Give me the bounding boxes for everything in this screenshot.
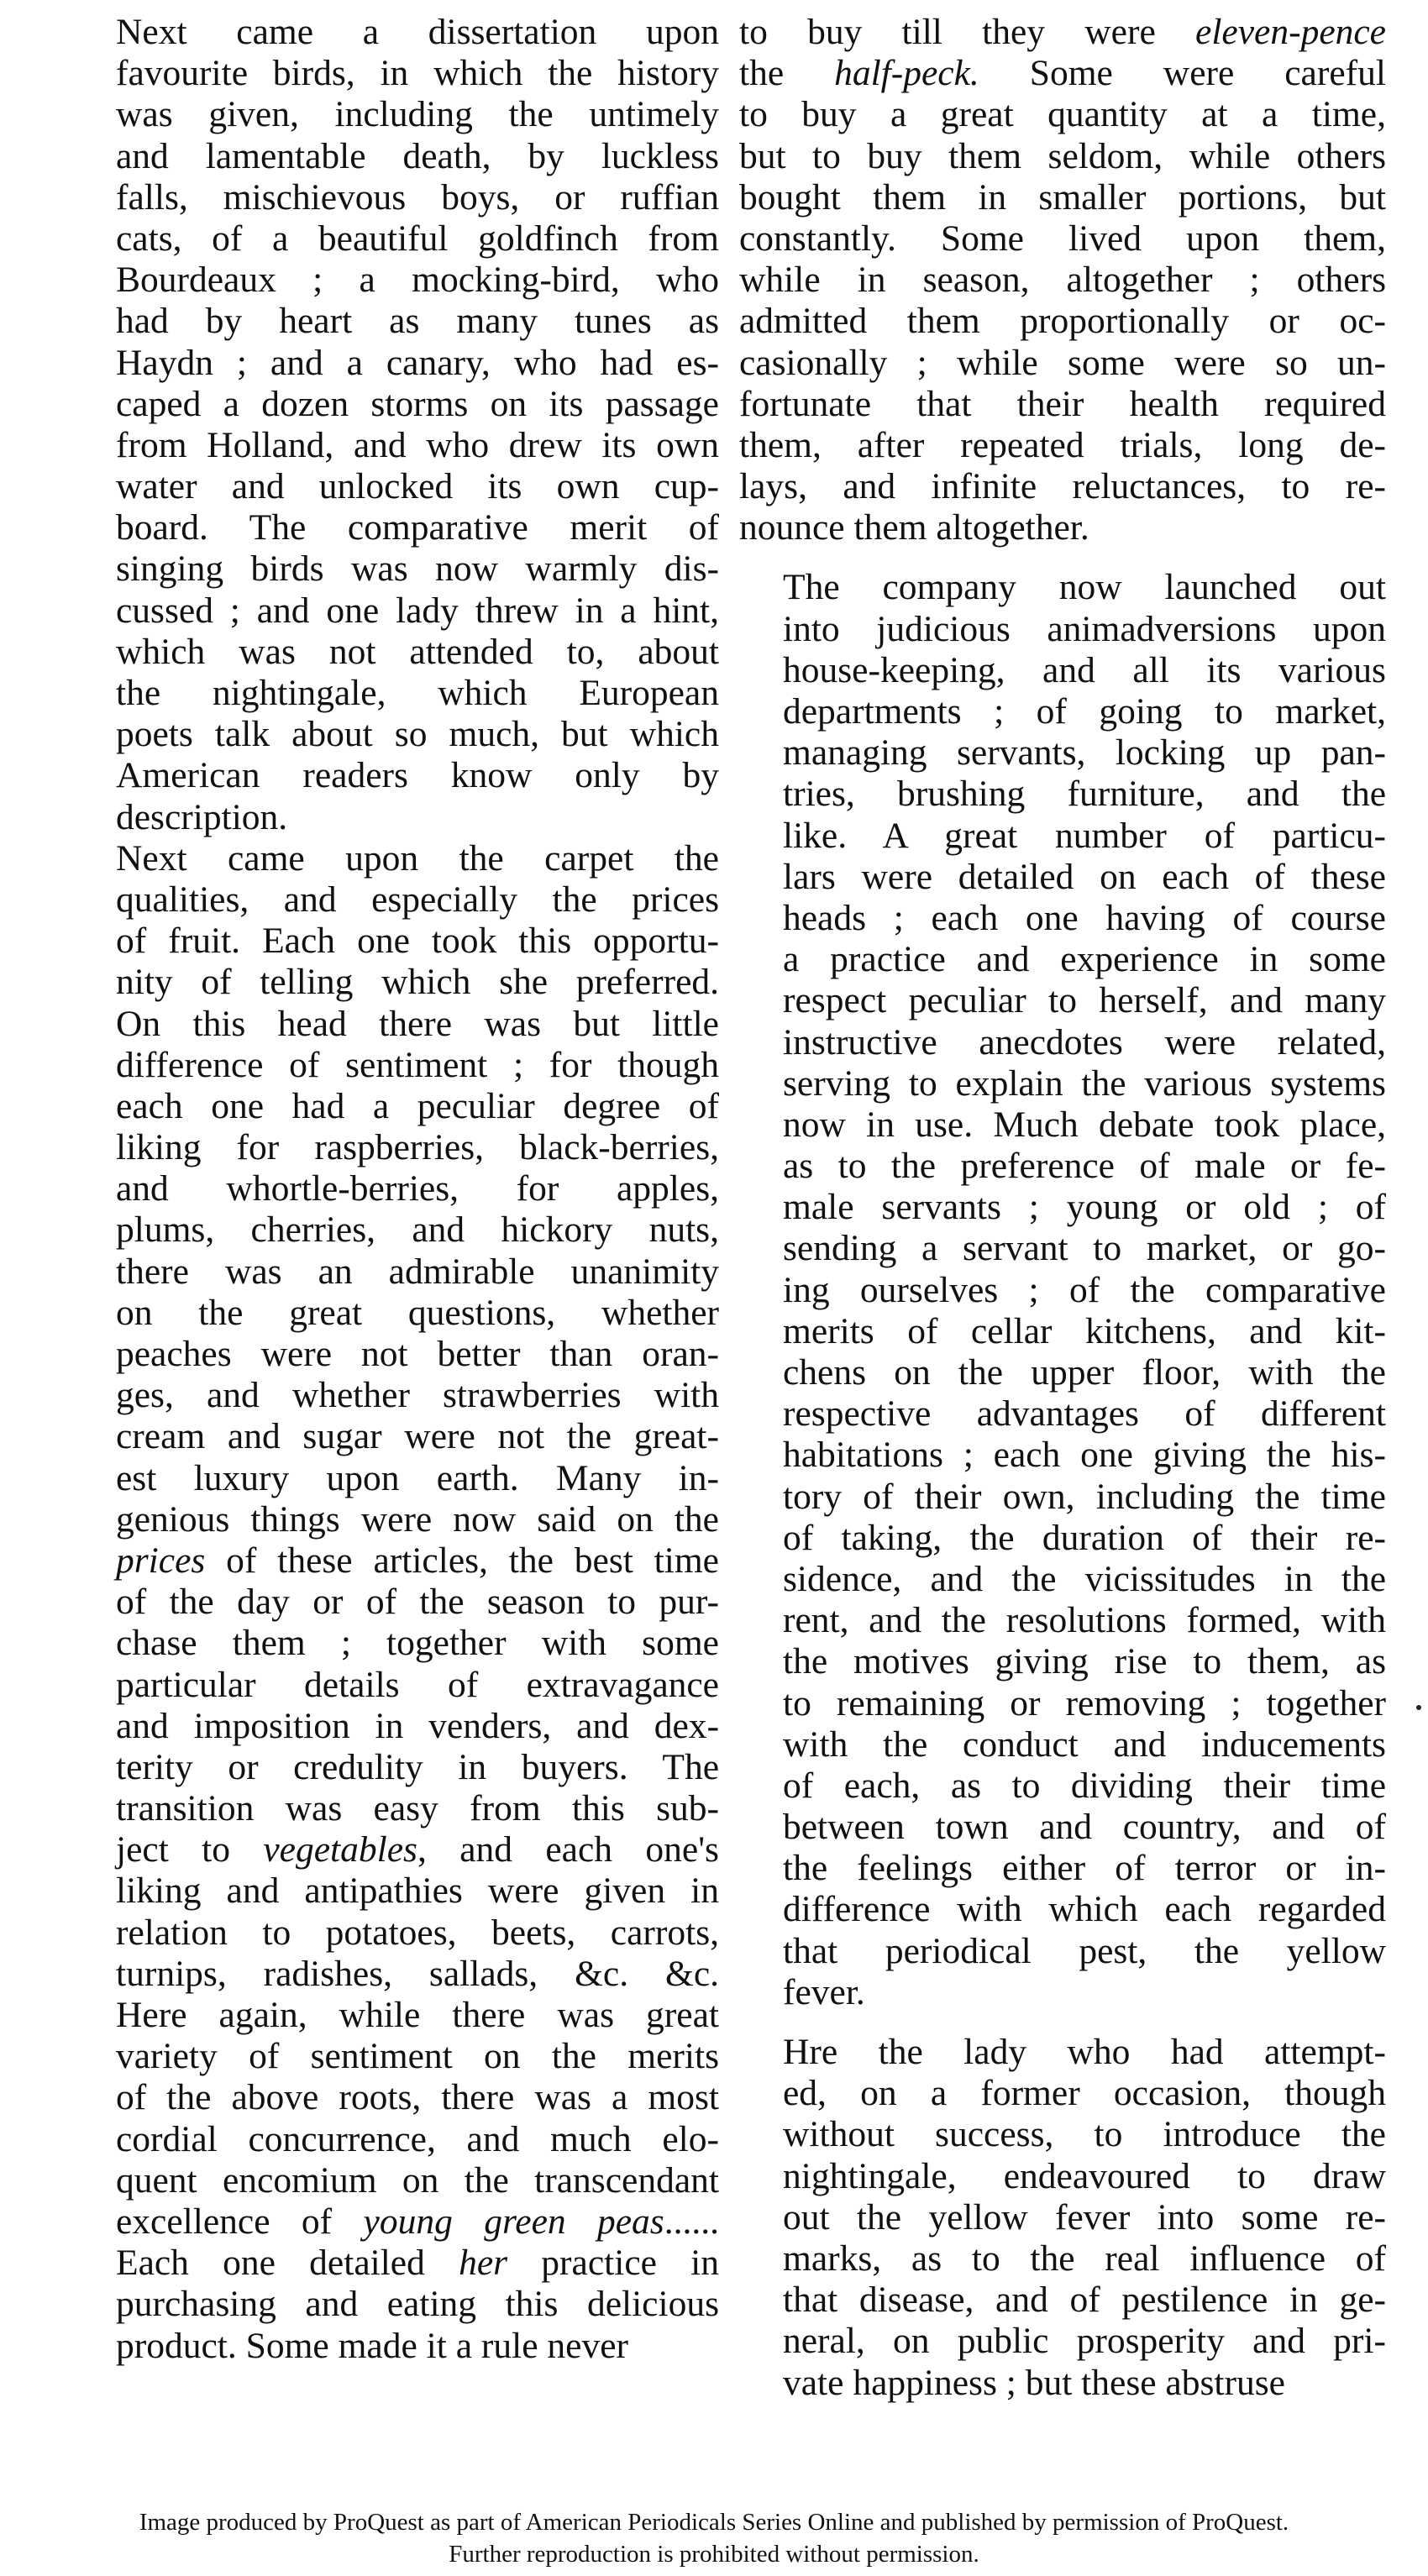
- text-line: which was not attended to, about: [116, 631, 719, 672]
- text-line: casionally ; while some were so un-: [739, 342, 1386, 383]
- footer-line-2: Further reproduction is prohibited without permission.: [449, 2541, 979, 2568]
- text-line: managing servants, locking up pan-: [783, 732, 1386, 774]
- text-line: excellence of young green peas......: [116, 2201, 719, 2242]
- italic-text: her: [459, 2243, 508, 2284]
- italic-text: prices: [116, 1540, 206, 1581]
- text-line: between town and country, and of: [783, 1807, 1386, 1848]
- text-line: admitted them proportionally or oc-: [739, 301, 1386, 342]
- text-line: difference with which each regarded: [783, 1889, 1386, 1930]
- footer-line-1: Image produced by ProQuest as part of American Periodicals Series Online and published by permission of ProQuest.: [139, 2509, 1289, 2536]
- italic-text: young green peas: [363, 2201, 664, 2242]
- text-line: of each, as to dividing their time: [783, 1765, 1386, 1806]
- text-line: transition was easy from this sub-: [116, 1788, 719, 1829]
- text-line: cordial concurrence, and much elo-: [116, 2118, 719, 2159]
- text-line: liking for raspberries, black-berries,: [116, 1127, 719, 1168]
- text-line: from Holland, and who drew its own: [116, 424, 719, 465]
- text-line: like. A great number of particu-: [783, 815, 1386, 856]
- text-line: singing birds was now warmly dis-: [116, 548, 719, 590]
- text-line: ject to vegetables, and each one's: [116, 1829, 719, 1870]
- text-line: had by heart as many tunes as: [116, 301, 719, 342]
- text-line: departments ; of going to market,: [783, 691, 1386, 732]
- text-line: nity of telling which she preferred.: [116, 962, 719, 1003]
- text-line: peaches were not better than oran-: [116, 1334, 719, 1374]
- text-line: lays, and infinite reluctances, to re-: [739, 466, 1386, 507]
- text-line: nightingale, endeavoured to draw: [783, 2155, 1386, 2196]
- text-line: into judicious animadversions upon: [783, 608, 1386, 649]
- text-line: tries, brushing furniture, and the: [783, 774, 1386, 815]
- text-line: fortunate that their health required: [739, 383, 1386, 424]
- text-line: the nightingale, which European: [116, 673, 719, 713]
- italic-text: vegetables: [263, 1829, 417, 1870]
- text-line: respective advantages of different: [783, 1393, 1386, 1435]
- paragraph: [739, 12, 1386, 548]
- text-line: heads ; each one having of course: [783, 897, 1386, 938]
- text-line: relation to potatoes, beets, carrots,: [116, 1912, 719, 1953]
- text-line: the feelings either of terror or in-: [783, 1848, 1386, 1889]
- text-line: instructive anecdotes were related,: [783, 1021, 1386, 1062]
- text-line: plums, cherries, and hickory nuts,: [116, 1209, 719, 1251]
- text-line: respect peculiar to herself, and many: [783, 980, 1386, 1021]
- text-line: terity or credulity in buyers. The: [116, 1746, 719, 1787]
- paragraph: [72, 838, 719, 2367]
- text-line: sending a servant to market, or go-: [783, 1228, 1386, 1269]
- text-line: Haydn ; and a canary, who had es-: [116, 342, 719, 383]
- text-line: constantly. Some lived upon them,: [739, 218, 1386, 259]
- text-line: with the conduct and inducements: [783, 1723, 1386, 1765]
- text-line: the motives giving rise to them, as: [783, 1641, 1386, 1682]
- scan-speck: [1416, 1705, 1421, 1710]
- text-line: chens on the upper floor, with the: [783, 1352, 1386, 1393]
- text-line: description.: [116, 796, 288, 837]
- text-line: ges, and whether strawberries with: [116, 1375, 719, 1416]
- text-line: particular details of extravagance: [116, 1664, 719, 1705]
- text-line: to buy till they were eleven-pence: [739, 12, 1386, 52]
- text-line: there was an admirable unanimity: [116, 1251, 719, 1292]
- paragraph: [72, 12, 719, 838]
- text-line: favourite birds, in which the history: [116, 53, 719, 94]
- text-line: lars were detailed on each of these: [783, 856, 1386, 897]
- text-line: but to buy them seldom, while others: [739, 135, 1386, 176]
- text-line: nounce them altogether.: [739, 507, 1089, 548]
- text-line: board. The comparative merit of: [116, 507, 719, 548]
- copyright-footer: [0, 2506, 1428, 2570]
- right-text-column: [739, 12, 1386, 2404]
- text-line: poets talk about so much, but which: [116, 714, 719, 755]
- text-line: water and unlocked its own cup-: [116, 466, 719, 507]
- text-line: caped a dozen storms on its passage: [116, 383, 719, 424]
- text-line: without success, to introduce the: [783, 2114, 1386, 2155]
- text-line: serving to explain the various systems: [783, 1062, 1386, 1104]
- text-line: sidence, and the vicissitudes in the: [783, 1558, 1386, 1599]
- text-line: quent encomium on the transcendant: [116, 2159, 719, 2201]
- text-line: The company now launched out: [783, 567, 1386, 608]
- text-line: Next came upon the carpet the: [116, 837, 719, 879]
- text-line: merits of cellar kitchens, and kit-: [783, 1310, 1386, 1351]
- text-line: fever.: [783, 1971, 865, 2012]
- text-line: the half-peck. Some were careful: [739, 53, 1386, 94]
- text-line: marks, as to the real influence of: [783, 2238, 1386, 2279]
- text-line: prices of these articles, the best time: [116, 1540, 719, 1581]
- text-line: neral, on public prosperity and pri-: [783, 2321, 1386, 2362]
- text-line: as to the preference of male or fe-: [783, 1146, 1386, 1187]
- text-line: Each one detailed her practice in: [116, 2243, 719, 2284]
- text-line: each one had a peculiar degree of: [116, 1085, 719, 1126]
- text-line: Bourdeaux ; a mocking-bird, who: [116, 260, 719, 301]
- text-line: out the yellow fever into some re-: [783, 2196, 1386, 2238]
- text-line: of the day or of the season to pur-: [116, 1582, 719, 1623]
- text-line: to remaining or removing ; together: [783, 1682, 1386, 1723]
- text-line: tory of their own, including the time: [783, 1476, 1386, 1517]
- italic-text: half-peck.: [834, 53, 979, 94]
- text-line: Here again, while there was great: [116, 1995, 719, 2035]
- text-line: est luxury upon earth. Many in-: [116, 1457, 719, 1498]
- text-line: and whortle-berries, for apples,: [116, 1168, 719, 1209]
- text-line: now in use. Much debate took place,: [783, 1104, 1386, 1145]
- text-line: of the above roots, there was a most: [116, 2077, 719, 2118]
- text-line: bought them in smaller portions, but: [739, 176, 1386, 218]
- text-line: Hre the lady who had attempt-: [783, 2032, 1386, 2072]
- text-line: product. Some made it a rule never: [116, 2325, 628, 2366]
- text-line: habitations ; each one giving the his-: [783, 1435, 1386, 1476]
- text-line: male servants ; young or old ; of: [783, 1187, 1386, 1228]
- text-line: American readers know only by: [116, 755, 719, 796]
- italic-text: eleven-pence: [1195, 12, 1386, 52]
- text-line: and lamentable death, by luckless: [116, 135, 719, 176]
- text-line: cats, of a beautiful goldfinch from: [116, 218, 719, 259]
- text-line: turnips, radishes, sallads, &c. &c.: [116, 1953, 719, 1994]
- text-line: cussed ; and one lady threw in a hint,: [116, 590, 719, 631]
- text-line: cream and sugar were not the great-: [116, 1416, 719, 1457]
- text-line: of fruit. Each one took this opportu-: [116, 921, 719, 962]
- text-line: chase them ; together with some: [116, 1623, 719, 1664]
- text-line: them, after repeated trials, long de-: [739, 424, 1386, 465]
- text-line: variety of sentiment on the merits: [116, 2036, 719, 2077]
- text-line: rent, and the resolutions formed, with: [783, 1600, 1386, 1641]
- text-line: house-keeping, and all its various: [783, 649, 1386, 690]
- paragraph: [739, 567, 1386, 2013]
- text-line: liking and antipathies were given in: [116, 1870, 719, 1912]
- text-line: purchasing and eating this delicious: [116, 2284, 719, 2325]
- text-line: ed, on a former occasion, though: [783, 2073, 1386, 2114]
- text-line: that periodical pest, the yellow: [783, 1930, 1386, 1971]
- text-line: falls, mischievous boys, or ruffian: [116, 176, 719, 218]
- text-line: qualities, and especially the prices: [116, 879, 719, 920]
- paragraph: [739, 2032, 1386, 2404]
- text-line: on the great questions, whether: [116, 1292, 719, 1333]
- text-line: genious things were now said on the: [116, 1498, 719, 1540]
- text-line: and imposition in venders, and dex-: [116, 1705, 719, 1746]
- text-line: was given, including the untimely: [116, 94, 719, 135]
- text-line: difference of sentiment ; for though: [116, 1044, 719, 1085]
- text-line: that disease, and of pestilence in ge-: [783, 2280, 1386, 2321]
- text-line: vate happiness ; but these abstruse: [783, 2362, 1285, 2403]
- text-line: ing ourselves ; of the comparative: [783, 1269, 1386, 1310]
- left-text-column: [72, 12, 719, 2367]
- text-line: a practice and experience in some: [783, 939, 1386, 980]
- text-line: Next came a dissertation upon: [116, 12, 719, 52]
- text-line: of taking, the duration of their re-: [783, 1517, 1386, 1558]
- text-line: On this head there was but little: [116, 1003, 719, 1044]
- text-line: to buy a great quantity at a time,: [739, 94, 1386, 135]
- text-line: while in season, altogether ; others: [739, 260, 1386, 301]
